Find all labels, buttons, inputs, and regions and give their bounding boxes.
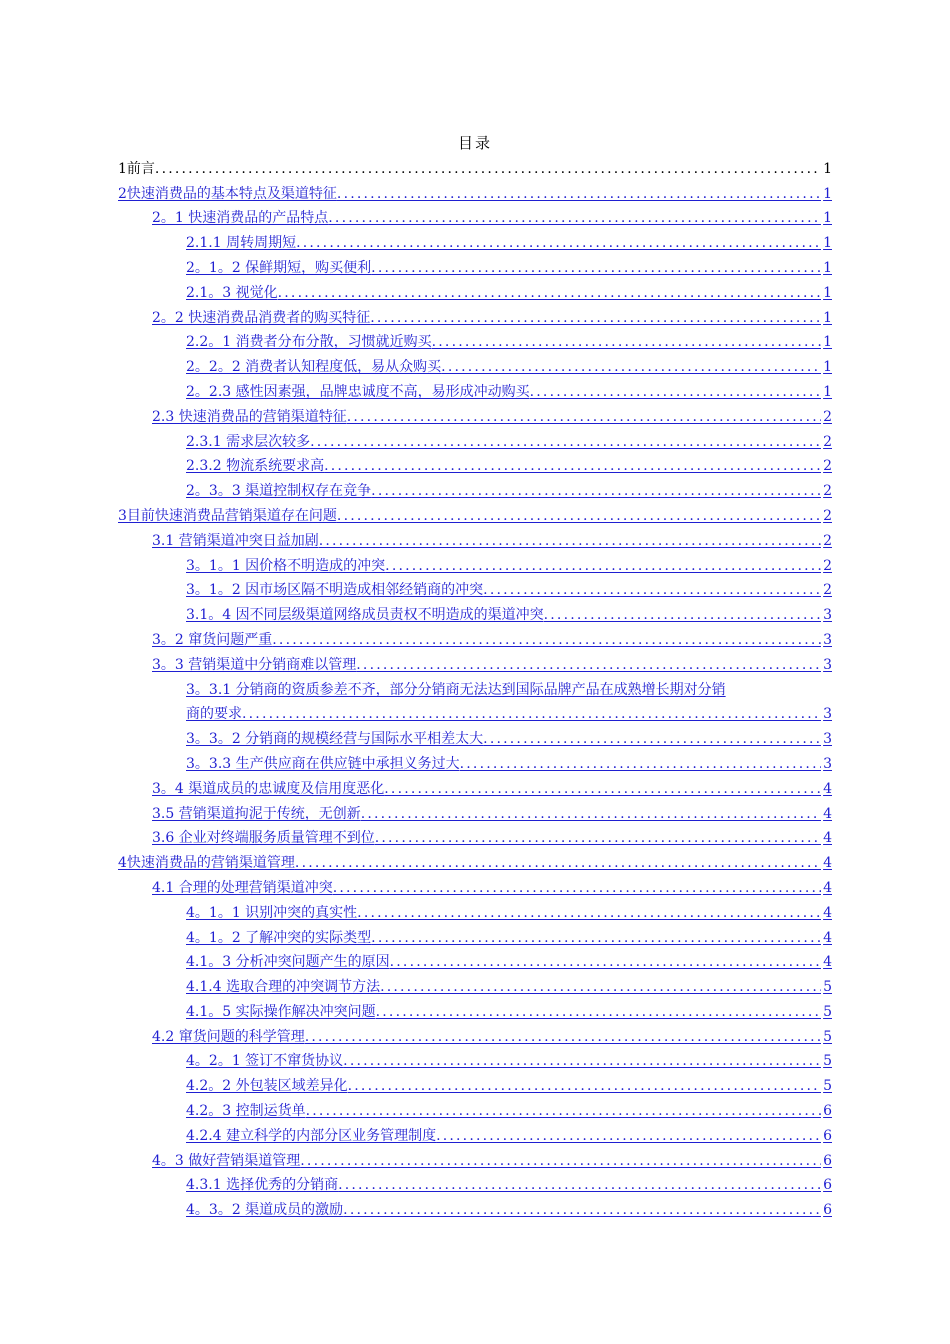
toc-leader-dots <box>384 780 821 801</box>
toc-entry-label: 2.1。3 视觉化 <box>186 284 278 301</box>
toc-entry-link[interactable] <box>118 181 832 206</box>
toc-entry-link[interactable] <box>186 900 832 925</box>
toc-leader-dots <box>300 1152 821 1173</box>
toc-row <box>0 677 950 727</box>
toc-row <box>0 578 950 603</box>
toc-row <box>0 850 950 875</box>
toc-row <box>0 999 950 1024</box>
toc-leader-dots <box>272 631 821 652</box>
toc-entry-link[interactable] <box>186 925 832 950</box>
toc-row <box>0 553 950 578</box>
toc-entry-link[interactable] <box>186 602 832 627</box>
toc-leader-dots <box>306 1102 821 1123</box>
toc-page-number: 4 <box>823 879 832 896</box>
toc-entry-link[interactable] <box>152 404 832 429</box>
toc-leader-dots <box>390 953 821 974</box>
toc-leader-dots <box>544 606 821 627</box>
toc-page-number: 3 <box>823 706 832 723</box>
toc-row <box>0 305 950 330</box>
toc-row <box>0 280 950 305</box>
toc-entry-label: 4。1。1 识别冲突的真实性 <box>186 904 358 921</box>
toc-page-number: 1 <box>823 284 832 301</box>
toc-entry-label: 4。1。2 了解冲突的实际类型 <box>186 929 372 946</box>
toc-leader-dots <box>343 1201 821 1222</box>
toc-leader-dots <box>357 904 821 925</box>
toc-leader-dots <box>371 259 821 280</box>
toc-entry-link[interactable] <box>118 850 832 875</box>
toc-page-number: 1 <box>823 383 832 400</box>
toc-entry-link[interactable] <box>186 1173 832 1198</box>
toc-entry-link[interactable] <box>152 305 832 330</box>
toc-page-number: 1 <box>823 160 832 177</box>
toc-row <box>0 379 950 404</box>
toc-entry-link[interactable] <box>186 255 832 280</box>
toc-entry-label: 2。2 快速消费品消费者的购买特征 <box>152 309 371 326</box>
toc-entry-link[interactable] <box>186 454 832 479</box>
toc-leader-dots <box>338 1176 821 1197</box>
toc-leader-dots <box>436 1127 821 1148</box>
toc-page-number: 2 <box>823 483 832 500</box>
toc-row <box>0 478 950 503</box>
toc-entry-link[interactable] <box>186 1049 832 1074</box>
toc-leader-dots <box>371 482 821 503</box>
toc-entry-label: 3.1。4 因不同层级渠道网络成员责权不明造成的渠道冲突 <box>186 607 544 624</box>
toc-entry-label: 3。3 营销渠道中分销商难以管理 <box>152 656 357 673</box>
toc-entry-label: 2.2。1 消费者分布分散，习惯就近购买 <box>186 334 432 351</box>
toc-row <box>0 528 950 553</box>
toc-row <box>0 330 950 355</box>
toc-leader-dots <box>343 1052 821 1073</box>
toc-page-number: 3 <box>823 631 832 648</box>
toc-entry-link[interactable] <box>152 627 832 652</box>
toc-row <box>0 1148 950 1173</box>
toc-entry-link[interactable] <box>186 230 832 255</box>
toc-entry-label: 3.1 营销渠道冲突日益加剧 <box>152 532 319 549</box>
toc-leader-dots <box>530 383 821 404</box>
toc-leader-dots <box>441 358 821 379</box>
toc-entry-label: 4.2.4 建立科学的内部分区业务管理制度 <box>186 1127 437 1144</box>
toc-row <box>0 900 950 925</box>
toc-leader-dots <box>356 656 821 677</box>
toc-row <box>0 230 950 255</box>
toc-entry-label: 4.2。2 外包装区域差异化 <box>186 1078 348 1095</box>
toc-entry-link[interactable] <box>152 652 832 677</box>
toc-leader-dots <box>337 507 821 528</box>
toc-entry-label: 3.5 营销渠道拘泥于传统，无创新 <box>152 805 361 822</box>
toc-entry-link[interactable] <box>186 429 832 454</box>
toc-leader-dots <box>432 333 821 354</box>
toc-entry-link[interactable] <box>186 553 832 578</box>
toc-page-number: 6 <box>823 1127 832 1144</box>
toc-page-number: 6 <box>823 1177 832 1194</box>
toc-leader-dots <box>278 284 821 305</box>
toc-leader-dots <box>375 829 821 850</box>
toc-entry <box>118 156 832 181</box>
toc-entry-label-line1: 3。3.1 分销商的资质参差不齐，部分分销商无法达到国际品牌产品在成熟增长期对分销 <box>186 681 726 698</box>
toc-entry-label: 3。3.3 生产供应商在供应链中承担义务过大 <box>186 755 460 772</box>
toc-entry-link[interactable] <box>152 206 832 231</box>
toc-row <box>0 1173 950 1198</box>
toc-page-number: 4 <box>823 805 832 822</box>
toc-page-number: 5 <box>823 1003 832 1020</box>
toc-row <box>0 1098 950 1123</box>
toc-page-number: 6 <box>823 1103 832 1120</box>
toc-row <box>0 1073 950 1098</box>
toc-row <box>0 354 950 379</box>
toc-entry-label: 2.1.1 周转周期短 <box>186 235 297 252</box>
toc-row <box>0 1024 950 1049</box>
toc-entry-label: 2。2。2 消费者认知程度低，易从众购买 <box>186 359 442 376</box>
toc-entry-link[interactable] <box>152 1024 832 1049</box>
toc-leader-dots <box>460 755 821 776</box>
toc-entry-label: 商的要求 <box>186 706 242 723</box>
toc-row <box>0 875 950 900</box>
toc-entry-link[interactable] <box>152 1148 832 1173</box>
toc-entry-label: 4.2。3 控制运货单 <box>186 1103 306 1120</box>
toc-row <box>0 429 950 454</box>
toc-page-number: 5 <box>823 1028 832 1045</box>
toc-entry-label: 4.3.1 选择优秀的分销商 <box>186 1177 339 1194</box>
toc-leader-dots <box>361 805 821 826</box>
toc-entry-link[interactable] <box>186 974 832 999</box>
toc-entry-label: 3。4 渠道成员的忠诚度及信用度恶化 <box>152 780 385 797</box>
toc-row <box>0 751 950 776</box>
toc-page-number: 5 <box>823 979 832 996</box>
toc-leader-dots <box>371 929 821 950</box>
toc-row <box>0 627 950 652</box>
toc-entry-link[interactable] <box>186 999 832 1024</box>
toc-entry-link[interactable] <box>152 801 832 826</box>
toc-page-number: 1 <box>823 185 832 202</box>
toc-entry-link[interactable] <box>186 726 832 751</box>
toc-page-number: 3 <box>823 607 832 624</box>
toc-row <box>0 801 950 826</box>
toc-page-number: 3 <box>823 731 832 748</box>
toc-entry-label: 4。3。2 渠道成员的激励 <box>186 1202 344 1219</box>
toc-page-number: 3 <box>823 656 832 673</box>
toc-entry-link[interactable] <box>186 1098 832 1123</box>
toc-row <box>0 925 950 950</box>
toc-row <box>0 404 950 429</box>
toc-entry-link[interactable] <box>186 950 832 975</box>
toc-row <box>0 652 950 677</box>
toc-entry-label: 4。2。1 签订不窜货协议 <box>186 1053 344 1070</box>
toc-entry-link[interactable] <box>186 1073 832 1098</box>
toc-leader-dots <box>155 160 821 181</box>
toc-entry-label: 3。2 窜货问题严重 <box>152 631 273 648</box>
toc-page-number: 2 <box>823 458 832 475</box>
toc-row <box>0 206 950 231</box>
toc-page-number: 4 <box>823 929 832 946</box>
toc-leader-dots <box>370 309 821 330</box>
toc-leader-dots <box>483 730 821 751</box>
toc-page-number: 4 <box>823 954 832 971</box>
toc-entry-link[interactable] <box>186 330 832 355</box>
toc-row <box>0 776 950 801</box>
toc-entry-label: 3目前快速消费品营销渠道存在问题 <box>118 507 337 524</box>
toc-row <box>0 503 950 528</box>
toc-leader-dots <box>333 879 821 900</box>
toc-page-number: 1 <box>823 359 832 376</box>
toc-row <box>0 1049 950 1074</box>
toc-leader-dots <box>324 457 821 478</box>
toc-leader-dots <box>310 433 821 454</box>
toc-leader-dots <box>328 209 821 230</box>
toc-page-number: 1 <box>823 210 832 227</box>
toc-leader-dots <box>296 234 821 255</box>
toc-entry-label: 3.6 企业对终端服务质量管理不到位 <box>152 830 375 847</box>
toc-leader-dots <box>337 185 821 206</box>
toc-page-number: 4 <box>823 780 832 797</box>
toc-row <box>0 1123 950 1148</box>
toc-leader-dots <box>242 705 821 726</box>
toc-page-number: 3 <box>823 755 832 772</box>
toc-leader-dots <box>376 1003 821 1024</box>
toc-page-number: 2 <box>823 507 832 524</box>
toc-entry-text-line1[interactable] <box>186 677 832 702</box>
table-of-contents <box>0 156 950 1222</box>
toc-entry-link[interactable] <box>152 528 832 553</box>
toc-entry-link[interactable] <box>186 379 832 404</box>
toc-entry-label: 2。2.3 感性因素强，品牌忠诚度不高，易形成冲动购买 <box>186 383 530 400</box>
toc-entry-label: 2.3.2 物流系统要求高 <box>186 458 325 475</box>
toc-entry-link[interactable] <box>186 702 832 727</box>
toc-entry-label: 2。1 快速消费品的产品特点 <box>152 210 329 227</box>
toc-page-number: 6 <box>823 1202 832 1219</box>
toc-leader-dots <box>319 532 821 553</box>
toc-title: 目录 <box>457 134 492 152</box>
toc-entry-link[interactable] <box>152 826 832 851</box>
toc-entry-label: 2。3。3 渠道控制权存在竞争 <box>186 483 372 500</box>
toc-entry-link[interactable] <box>186 354 832 379</box>
toc-row <box>0 974 950 999</box>
toc-entry-link[interactable] <box>186 1197 832 1222</box>
toc-leader-dots <box>348 1077 821 1098</box>
toc-page-number: 1 <box>823 259 832 276</box>
toc-entry-link[interactable] <box>186 280 832 305</box>
toc-entry-label: 4快速消费品的营销渠道管理 <box>118 855 295 872</box>
toc-page-number: 5 <box>823 1053 832 1070</box>
toc-entry-label: 4。3 做好营销渠道管理 <box>152 1152 301 1169</box>
toc-page-number: 4 <box>823 830 832 847</box>
toc-page-number: 1 <box>823 334 832 351</box>
toc-entry-label: 3。1。1 因价格不明造成的冲突 <box>186 557 386 574</box>
toc-entry-label: 3。3。2 分销商的规模经营与国际水平相差太大 <box>186 731 484 748</box>
toc-entry-link[interactable] <box>152 875 832 900</box>
toc-row <box>0 1197 950 1222</box>
toc-entry-link[interactable] <box>186 1123 832 1148</box>
toc-entry-label: 4.2 窜货问题的科学管理 <box>152 1028 305 1045</box>
toc-row <box>0 726 950 751</box>
toc-entry-link[interactable] <box>186 751 832 776</box>
toc-entry-label: 3。1。2 因市场区隔不明造成相邻经销商的冲突 <box>186 582 484 599</box>
toc-entry-label: 4.1.4 选取合理的冲突调节方法 <box>186 979 381 996</box>
toc-leader-dots <box>305 1028 821 1049</box>
toc-entry-label: 4.1。5 实际操作解决冲突问题 <box>186 1003 376 1020</box>
toc-entry-label: 2.3.1 需求层次较多 <box>186 433 311 450</box>
toc-leader-dots <box>295 854 821 875</box>
toc-page-number: 1 <box>823 235 832 252</box>
toc-page-number: 4 <box>823 904 832 921</box>
toc-page-number: 6 <box>823 1152 832 1169</box>
toc-row <box>0 454 950 479</box>
toc-page-number: 1 <box>823 309 832 326</box>
toc-entry-label: 2快速消费品的基本特点及渠道特征 <box>118 185 337 202</box>
toc-page-number: 2 <box>823 408 832 425</box>
toc-row <box>0 826 950 851</box>
toc-row <box>0 156 950 181</box>
toc-entry-link[interactable] <box>186 478 832 503</box>
toc-leader-dots <box>347 408 821 429</box>
toc-page-number: 2 <box>823 532 832 549</box>
toc-page-number: 2 <box>823 557 832 574</box>
toc-entry-link[interactable] <box>118 503 832 528</box>
toc-page-number: 4 <box>823 855 832 872</box>
toc-page-number: 2 <box>823 582 832 599</box>
toc-entry-label: 4.1。3 分析冲突问题产生的原因 <box>186 954 390 971</box>
toc-entry-link[interactable] <box>186 578 832 603</box>
toc-entry-label: 2.3 快速消费品的营销渠道特征 <box>152 408 347 425</box>
toc-page-number: 2 <box>823 433 832 450</box>
toc-row <box>0 255 950 280</box>
toc-row <box>0 950 950 975</box>
toc-leader-dots <box>385 557 821 578</box>
toc-page-number: 5 <box>823 1078 832 1095</box>
toc-leader-dots <box>483 581 821 602</box>
toc-entry-link[interactable] <box>152 776 832 801</box>
toc-row <box>0 181 950 206</box>
toc-entry-label: 1前言 <box>118 160 155 177</box>
toc-leader-dots <box>380 978 821 999</box>
toc-entry-label: 2。1。2 保鲜期短，购买便利 <box>186 259 372 276</box>
toc-row <box>0 602 950 627</box>
toc-entry-label: 4.1 合理的处理营销渠道冲突 <box>152 879 333 896</box>
